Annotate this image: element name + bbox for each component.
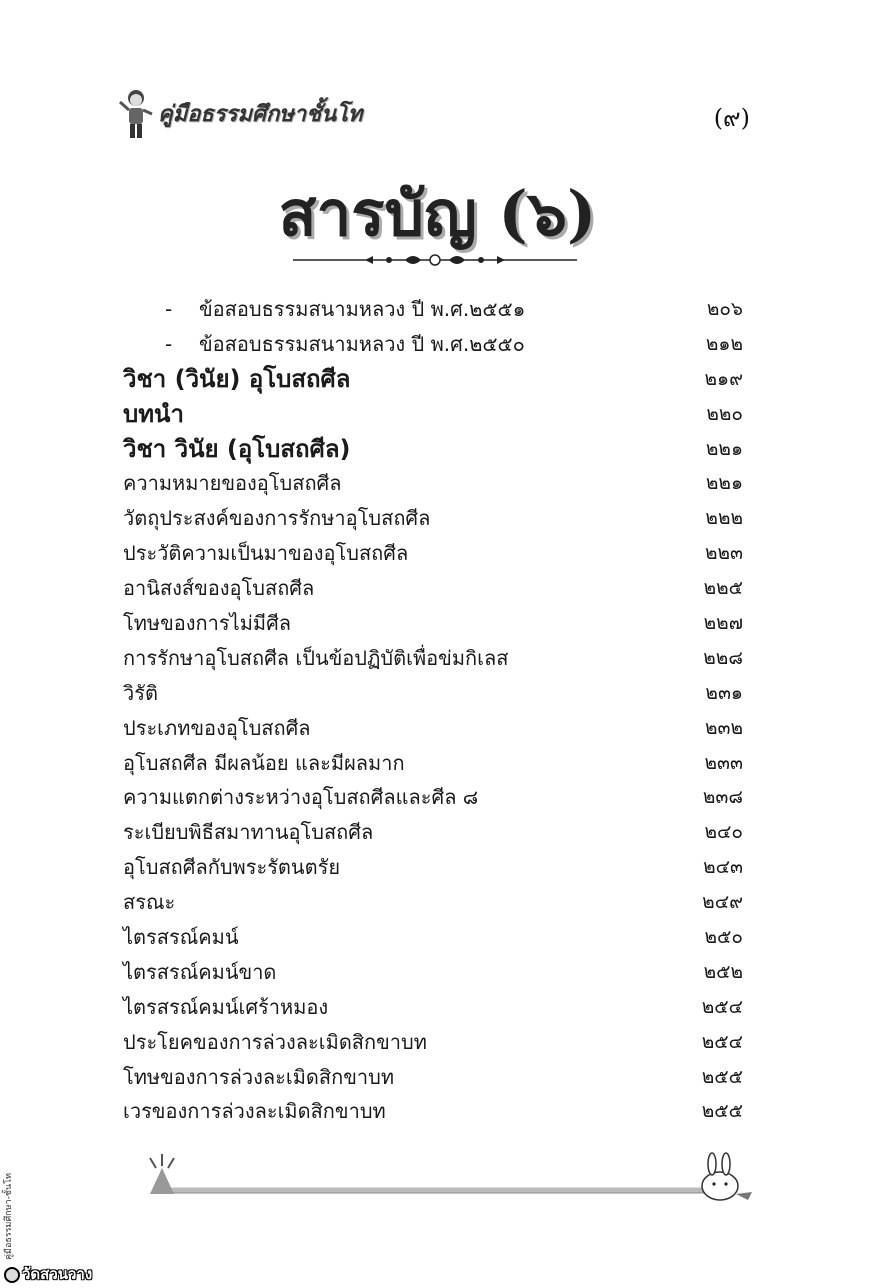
- toc-entry: [123, 676, 743, 711]
- watermark-logo-icon: [4, 1267, 20, 1283]
- table-of-contents: [123, 292, 743, 1129]
- toc-entry-label: อุโบสถศีลกับพระรัตนตรัย: [123, 855, 341, 880]
- toc-entry: [123, 292, 743, 327]
- toc-entry-page: ๒๐๖: [706, 298, 743, 320]
- toc-entry-page: ๒๑๒: [705, 332, 743, 355]
- toc-entry: [123, 362, 743, 397]
- toc-entry-label: วิชา (วินัย) อุโบสถศีล: [123, 364, 351, 393]
- page-number: (๙): [713, 104, 750, 132]
- toc-entry-page: ๒๕๔: [701, 995, 743, 1018]
- toc-entry-label: ไตรสรณ์คมน์: [123, 925, 239, 950]
- toc-entry-label: บทนำ: [123, 399, 184, 428]
- book-title: คู่มือธรรมศึกษาชั้นโท: [158, 102, 363, 127]
- toc-entry-label: ความหมายของอุโบสถศีล: [123, 471, 342, 496]
- toc-entry: [123, 432, 743, 467]
- toc-entry: [123, 746, 743, 781]
- toc-entry-page: ๒๓๑: [705, 681, 743, 704]
- toc-entry-label: วัตถุประสงค์ของการรักษาอุโบสถศีล: [123, 506, 431, 531]
- toc-entry: [123, 850, 743, 885]
- toc-entry-label: วิชา วินัย (อุโบสถศีล): [123, 434, 351, 463]
- bullet-dash: -: [165, 331, 173, 356]
- toc-entry-label: โทษของการล่วงละเมิดสิกขาบท: [123, 1064, 394, 1089]
- toc-entry-page: ๒๒๒: [705, 507, 743, 530]
- toc-entry-label: ระเบียบพิธีสมาทานอุโบสถศีล: [123, 820, 374, 845]
- toc-entry-page: ๒๑๙: [704, 367, 743, 390]
- page-header: [118, 88, 768, 144]
- ornament-divider-icon: [293, 248, 577, 272]
- toc-entry-label: ข้อสอบธรรมสนามหลวง ปี พ.ศ.๒๕๕๐: [199, 331, 525, 356]
- toc-entry: [123, 501, 743, 536]
- toc-entry: [123, 466, 743, 501]
- toc-entry-label: ประวัติความเป็นมาของอุโบสถศีล: [123, 541, 409, 566]
- side-book-label: คู่มือธรรมศึกษา-ชั้นโท: [4, 1173, 14, 1260]
- toc-entry-label: เวรของการล่วงละเมิดสิกขาบท: [123, 1099, 386, 1124]
- toc-entry-page: ๒๔๐: [704, 821, 743, 844]
- toc-entry: [123, 571, 743, 606]
- toc-entry-label: วิรัติ: [123, 680, 158, 705]
- toc-entry: [123, 397, 743, 432]
- toc-entry-page: ๒๒๗: [703, 612, 743, 635]
- toc-entry: [123, 920, 743, 955]
- toc-entry-label: อุโบสถศีล มีผลน้อย และมีผลมาก: [123, 750, 405, 775]
- footer-decoration-icon: [130, 1150, 760, 1206]
- toc-entry: [123, 990, 743, 1025]
- toc-entry: [123, 711, 743, 746]
- bullet-dash: -: [165, 297, 173, 321]
- page-title: สารบัญ (๖): [278, 177, 597, 250]
- boy-mascot-icon: [118, 88, 156, 144]
- toc-entry: [123, 885, 743, 920]
- toc-entry-page: ๒๕๕: [701, 1065, 743, 1088]
- toc-entry: [123, 955, 743, 990]
- toc-entry-label: ข้อสอบธรรมสนามหลวง ปี พ.ศ.๒๕๕๑: [199, 297, 526, 321]
- toc-entry-page: ๒๔๙: [702, 891, 743, 914]
- toc-entry: [123, 1060, 743, 1095]
- toc-entry-page: ๒๔๓: [703, 856, 743, 879]
- watermark: [4, 1262, 92, 1286]
- toc-entry-page: ๒๒๑: [705, 472, 743, 495]
- toc-entry-page: ๒๕๐: [704, 926, 743, 949]
- toc-entry: [123, 536, 743, 571]
- toc-entry-label: การรักษาอุโบสถศีล เป็นข้อปฏิบัติเพื่อข่มกิเลส: [123, 645, 509, 670]
- toc-entry-label: โทษของการไม่มีศีล: [123, 611, 292, 636]
- toc-entry-page: ๒๒๘: [703, 646, 743, 669]
- toc-entry-page: ๒๕๕: [701, 1100, 743, 1123]
- toc-entry-page: ๒๒๐: [706, 402, 743, 425]
- toc-entry-label: ไตรสรณ์คมน์เศร้าหมอง: [123, 994, 329, 1019]
- toc-entry-label: อานิสงส์ของอุโบสถศีล: [123, 576, 315, 601]
- toc-entry-page: ๒๒๕: [703, 577, 743, 600]
- toc-entry-page: ๒๓๒: [704, 716, 743, 739]
- toc-entry: [123, 606, 743, 641]
- toc-entry: [123, 815, 743, 850]
- toc-entry-page: ๒๓๘: [702, 786, 743, 809]
- toc-entry-label: ประเภทของอุโบสถศีล: [123, 715, 311, 740]
- toc-entry-label: ไตรสรณ์คมน์ขาด: [123, 959, 277, 984]
- toc-entry-page: ๒๕๔: [701, 1030, 743, 1053]
- toc-entry: [123, 1025, 743, 1060]
- toc-entry-page: ๒๒๑: [705, 437, 743, 460]
- toc-entry-label: ความแตกต่างระหว่างอุโบสถศีลและศีล ๘: [123, 785, 479, 810]
- toc-entry: [123, 1094, 743, 1129]
- watermark-text: วัดสวนวาง: [22, 1265, 93, 1283]
- toc-entry: [123, 327, 743, 362]
- toc-entry-label: สรณะ: [123, 890, 176, 915]
- toc-entry-page: ๒๓๓: [704, 751, 743, 774]
- toc-entry-label: ประโยคของการล่วงละเมิดสิกขาบท: [123, 1029, 427, 1054]
- toc-entry: [123, 780, 743, 815]
- toc-entry-page: ๒๕๒: [703, 960, 743, 983]
- toc-entry-page: ๒๒๓: [704, 542, 743, 565]
- toc-entry: [123, 641, 743, 676]
